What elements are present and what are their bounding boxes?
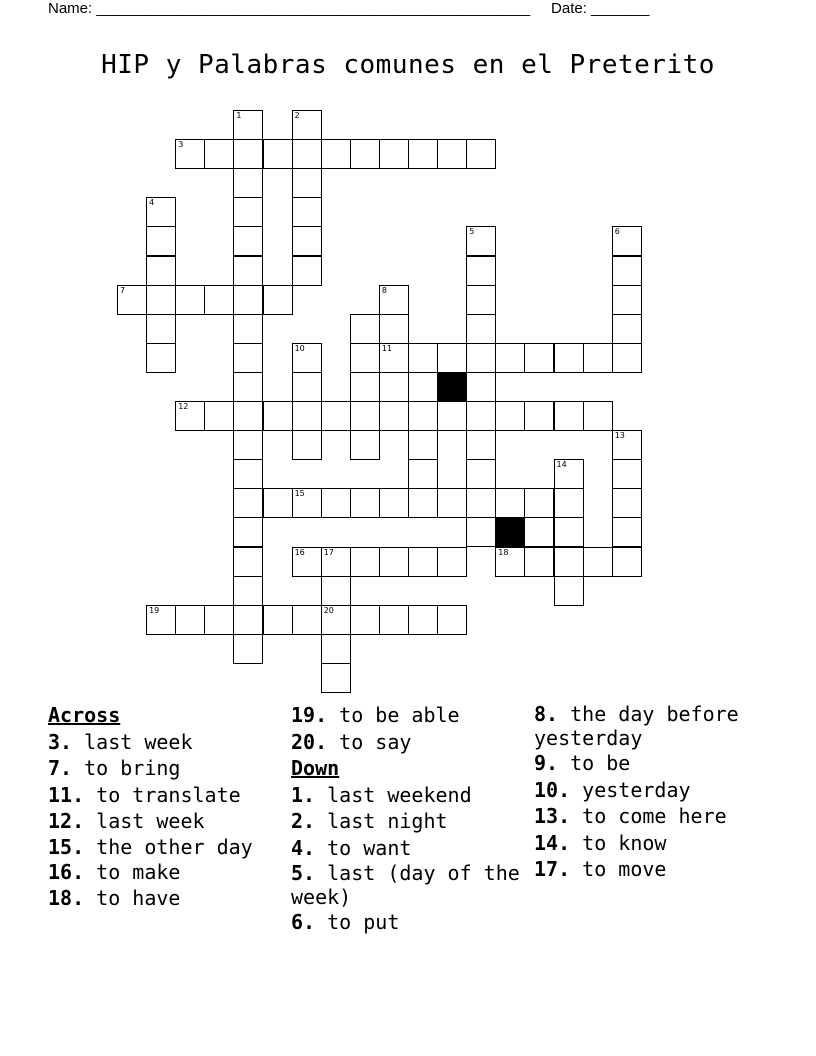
crossword-cell[interactable] <box>263 139 293 169</box>
down-clue: 14. to know <box>534 830 667 855</box>
crossword-cell[interactable] <box>437 547 467 577</box>
crossword-cell[interactable] <box>350 605 380 635</box>
crossword-cell[interactable] <box>379 401 409 431</box>
crossword-cell[interactable] <box>321 634 351 664</box>
clue-number: 10 <box>294 343 305 353</box>
crossword-cell[interactable] <box>321 139 351 169</box>
clue-number: 15 <box>294 489 305 499</box>
clue-number: 19 <box>149 605 160 615</box>
crossword-cell[interactable] <box>612 547 642 577</box>
crossword-cell[interactable] <box>292 547 322 577</box>
crossword-cell[interactable] <box>233 401 263 431</box>
crossword-cell[interactable] <box>554 343 584 373</box>
clue-number: 7 <box>120 285 126 295</box>
clue-number: 18 <box>498 547 509 557</box>
down-clue: 2. last night <box>291 809 448 833</box>
crossword-cell[interactable] <box>379 314 409 344</box>
crossword-cell[interactable] <box>146 285 176 315</box>
crossword-cell[interactable] <box>350 401 380 431</box>
crossword-cell[interactable] <box>321 401 351 431</box>
crossword-cell[interactable] <box>437 488 467 518</box>
crossword-cell[interactable] <box>292 430 322 460</box>
crossword-cell[interactable] <box>612 285 642 315</box>
crossword-cell[interactable] <box>583 547 613 577</box>
across-clue: 11. to translate <box>48 782 241 807</box>
crossword-cell[interactable] <box>233 517 263 547</box>
crossword-cell[interactable] <box>233 110 263 140</box>
crossword-cell[interactable] <box>408 139 438 169</box>
crossword-cell[interactable] <box>175 605 205 635</box>
crossword-cell[interactable] <box>408 343 438 373</box>
crossword-cell[interactable] <box>233 634 263 664</box>
crossword-cell[interactable] <box>466 256 496 286</box>
name-date-line <box>48 0 649 17</box>
crossword-cell[interactable] <box>612 488 642 518</box>
clue-number: 8 <box>381 285 387 295</box>
crossword-cell[interactable] <box>437 343 467 373</box>
crossword-cell[interactable] <box>233 168 263 198</box>
crossword-cell[interactable] <box>204 401 234 431</box>
across-clue: 16. to make <box>48 859 181 884</box>
crossword-cell[interactable] <box>233 139 263 169</box>
crossword-cell[interactable] <box>263 605 293 635</box>
crossword-cell[interactable] <box>321 576 351 606</box>
crossword-cell[interactable] <box>612 459 642 489</box>
crossword-cell[interactable] <box>612 314 642 344</box>
crossword-cell[interactable] <box>554 576 584 606</box>
crossword-cell[interactable] <box>495 401 525 431</box>
crossword-cell[interactable] <box>350 547 380 577</box>
crossword-cell[interactable] <box>292 197 322 227</box>
crossword-cell[interactable] <box>466 372 496 402</box>
crossword-cell[interactable] <box>379 547 409 577</box>
crossword-cell[interactable] <box>233 576 263 606</box>
crossword-cell[interactable] <box>437 401 467 431</box>
crossword-cell[interactable] <box>466 488 496 518</box>
crossword-cell[interactable] <box>292 343 322 373</box>
crossword-cell[interactable] <box>466 343 496 373</box>
crossword-cell[interactable] <box>379 605 409 635</box>
crossword-cell[interactable] <box>233 547 263 577</box>
down-clue: 6. to put <box>291 910 400 934</box>
down-clue: 1. last weekend <box>291 782 472 807</box>
crossword-cell[interactable] <box>233 605 263 635</box>
down-clue: 13. to come here <box>534 804 727 828</box>
crossword-cell[interactable] <box>233 343 263 373</box>
crossword-cell[interactable] <box>379 139 409 169</box>
crossword-cell[interactable] <box>437 139 467 169</box>
crossword-cell[interactable] <box>612 517 642 547</box>
crossword-cell[interactable] <box>350 314 380 344</box>
clue-number: 3 <box>178 140 184 150</box>
crossword-cell[interactable] <box>146 605 176 635</box>
crossword-cell[interactable] <box>495 488 525 518</box>
date-label: Date: <box>551 0 587 17</box>
clue-number: 11 <box>381 343 393 353</box>
crossword-cell[interactable] <box>612 430 642 460</box>
across-clue: 7. to bring <box>48 756 181 780</box>
clue-number: 14 <box>556 460 567 470</box>
crossword-cell[interactable] <box>583 343 613 373</box>
crossword-cell[interactable] <box>466 139 496 169</box>
down-heading: Down <box>291 756 340 780</box>
crossword-cell[interactable] <box>292 168 322 198</box>
name-label: Name: <box>48 0 93 17</box>
crossword-cell[interactable] <box>350 139 380 169</box>
crossword-cell[interactable] <box>466 285 496 315</box>
clue-number: 12 <box>178 402 189 411</box>
clue-number: 16 <box>294 547 305 557</box>
crossword-cell[interactable] <box>146 197 176 227</box>
down-clue: 8. the day before yesterday <box>534 702 739 750</box>
crossword-cell[interactable] <box>495 547 525 577</box>
clue-number: 20 <box>323 605 334 615</box>
crossword-cell[interactable] <box>554 459 584 489</box>
crossword-cell[interactable] <box>146 343 176 373</box>
clue-column-3 <box>534 702 794 883</box>
crossword-cell[interactable] <box>175 285 205 315</box>
crossword-cell[interactable] <box>554 517 584 547</box>
crossword-cell[interactable] <box>233 372 263 402</box>
crossword-cell[interactable] <box>204 605 234 635</box>
page-title: HIP y Palabras comunes en el Preterito <box>101 50 715 80</box>
black-square <box>437 372 467 402</box>
down-clue: 4. to want <box>291 835 412 860</box>
crossword-cell[interactable] <box>612 226 642 256</box>
crossword-cell[interactable] <box>466 459 496 489</box>
crossword-cell[interactable] <box>204 285 234 315</box>
crossword-cell[interactable] <box>292 139 322 169</box>
crossword-cell[interactable] <box>233 256 263 286</box>
black-square <box>495 517 525 547</box>
crossword-cell[interactable] <box>292 605 322 635</box>
crossword-cell[interactable] <box>554 547 584 577</box>
crossword-cell[interactable] <box>379 285 409 315</box>
name-blank[interactable]: ____________________________________________________ <box>96 0 531 17</box>
across-clue: 18. to have <box>48 886 181 910</box>
clue-number: 2 <box>294 111 300 120</box>
crossword-cell[interactable] <box>524 488 554 518</box>
crossword-cell[interactable] <box>350 488 380 518</box>
crossword-cell[interactable] <box>292 256 322 286</box>
crossword-cell[interactable] <box>524 517 554 547</box>
crossword-cell[interactable] <box>379 488 409 518</box>
crossword-cell[interactable] <box>175 401 205 431</box>
clue-column-2 <box>291 702 527 936</box>
crossword-cell[interactable] <box>175 139 205 169</box>
clue-number: 13 <box>614 431 625 441</box>
crossword-cell[interactable] <box>437 605 467 635</box>
clue-number: 1 <box>236 111 242 120</box>
crossword-cell[interactable] <box>408 488 438 518</box>
crossword-cell[interactable] <box>612 256 642 286</box>
crossword-cell[interactable] <box>292 110 322 140</box>
crossword-cell[interactable] <box>233 459 263 489</box>
across-heading: Across <box>48 703 121 727</box>
crossword-cell[interactable] <box>233 197 263 227</box>
crossword-cell[interactable] <box>408 605 438 635</box>
crossword-cell[interactable] <box>263 401 293 431</box>
crossword-cell[interactable] <box>204 139 234 169</box>
crossword-cell[interactable] <box>233 488 263 518</box>
across-clue: 20. to say <box>291 729 412 754</box>
clue-number: 17 <box>323 547 334 557</box>
crossword-cell[interactable] <box>554 488 584 518</box>
crossword-cell[interactable] <box>263 285 293 315</box>
crossword-cell[interactable] <box>321 547 351 577</box>
clue-number: 4 <box>149 198 155 208</box>
crossword-cell[interactable] <box>292 226 322 256</box>
clue-number: 6 <box>614 227 620 237</box>
crossword-cell[interactable] <box>350 343 380 373</box>
across-clue: 19. to be able <box>291 703 460 727</box>
crossword-cell[interactable] <box>466 517 496 547</box>
crossword-cell[interactable] <box>321 663 351 693</box>
crossword-cell[interactable] <box>263 488 293 518</box>
crossword-cell[interactable] <box>233 430 263 460</box>
crossword-cell[interactable] <box>466 314 496 344</box>
crossword-cell[interactable] <box>408 430 438 460</box>
crossword-cell[interactable] <box>233 285 263 315</box>
crossword-cell[interactable] <box>146 226 176 256</box>
date-blank[interactable]: _______ <box>591 0 650 17</box>
crossword-cell[interactable] <box>321 488 351 518</box>
crossword-cell[interactable] <box>350 430 380 460</box>
crossword-cell[interactable] <box>612 343 642 373</box>
crossword-cell[interactable] <box>466 401 496 431</box>
crossword-cell[interactable] <box>466 430 496 460</box>
crossword-cell[interactable] <box>117 285 147 315</box>
across-clue: 15. the other day <box>48 834 253 859</box>
down-clue: 5. last (day of the week) <box>291 861 520 909</box>
across-clue: 12. last week <box>48 809 205 833</box>
crossword-cell[interactable] <box>321 605 351 635</box>
crossword-cell[interactable] <box>524 343 554 373</box>
crossword-cell[interactable] <box>379 343 409 373</box>
crossword-cell[interactable] <box>524 547 554 577</box>
down-clue: 10. yesterday <box>534 777 691 802</box>
crossword-cell[interactable] <box>292 488 322 518</box>
crossword-cell[interactable] <box>408 547 438 577</box>
crossword-cell[interactable] <box>466 226 496 256</box>
crossword-cell[interactable] <box>408 459 438 489</box>
crossword-cell[interactable] <box>292 372 322 402</box>
crossword-cell[interactable] <box>583 401 613 431</box>
crossword-cell[interactable] <box>350 372 380 402</box>
crossword-cell[interactable] <box>408 401 438 431</box>
crossword-cell[interactable] <box>146 256 176 286</box>
crossword-cell[interactable] <box>524 401 554 431</box>
crossword-cell[interactable] <box>233 314 263 344</box>
crossword-cell[interactable] <box>292 401 322 431</box>
crossword-cell[interactable] <box>495 343 525 373</box>
clue-number: 5 <box>469 227 475 237</box>
crossword-cell[interactable] <box>554 401 584 431</box>
crossword-cell[interactable] <box>146 314 176 344</box>
down-clue: 9. to be <box>534 751 631 775</box>
across-clue: 3. last week <box>48 729 193 754</box>
crossword-cell[interactable] <box>233 226 263 256</box>
down-clue: 17. to move <box>534 857 667 881</box>
crossword-cell[interactable] <box>379 372 409 402</box>
clue-column-1 <box>48 702 284 912</box>
